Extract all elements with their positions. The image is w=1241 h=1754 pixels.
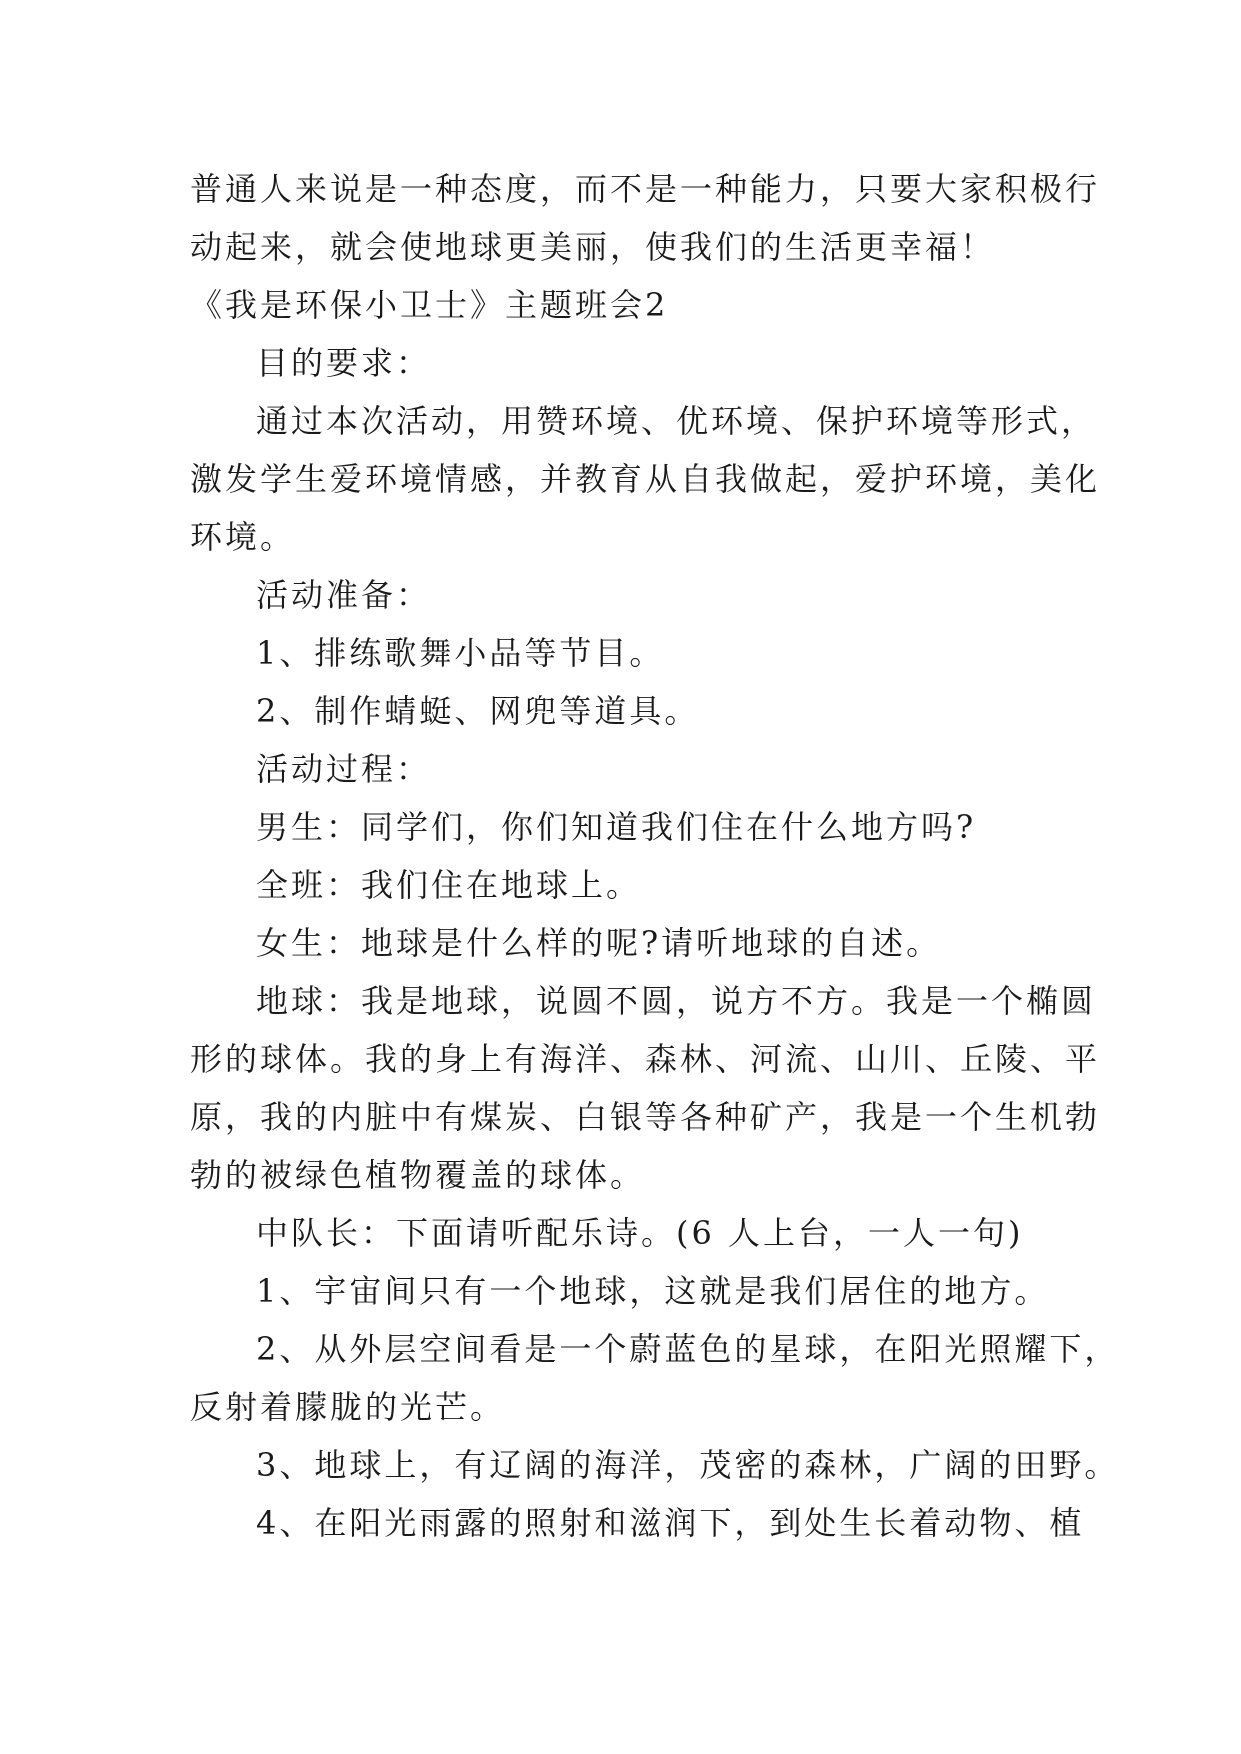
text-line: 活动准备： — [256, 576, 432, 614]
text-line: 环境。 — [190, 518, 296, 556]
text-line: 《我是环保小卫士》主题班会2 — [190, 286, 669, 324]
text-line: 地球：我是地球，说圆不圆，说方不方。我是一个椭圆 — [256, 982, 1097, 1020]
text-line: 中队长：下面请听配乐诗。(6 人上台，一人一句) — [256, 1214, 1024, 1252]
text-line: 全班：我们住在地球上。 — [256, 866, 642, 904]
text-line: 活动过程： — [256, 750, 432, 788]
text-line: 2、从外层空间看是一个蔚蓝色的星球，在阳光照耀下， — [256, 1330, 1120, 1368]
text-line: 3、地球上，有辽阔的海洋，茂密的森林，广阔的田野。 — [256, 1446, 1120, 1484]
text-line: 2、制作蜻蜓、网兜等道具。 — [256, 692, 700, 730]
text-line: 动起来，就会使地球更美丽，使我们的生活更幸福！ — [190, 228, 996, 266]
text-line: 男生：同学们，你们知道我们住在什么地方吗? — [256, 808, 977, 846]
text-line: 目的要求： — [256, 344, 432, 382]
text-line: 激发学生爱环境情感，并教育从自我做起，爱护环境，美化 — [190, 460, 1101, 498]
text-line: 4、在阳光雨露的照射和滋润下，到处生长着动物、植 — [256, 1504, 1085, 1542]
text-line: 1、排练歌舞小品等节目。 — [256, 634, 665, 672]
document-body — [190, 160, 1120, 1552]
text-line: 1、宇宙间只有一个地球，这就是我们居住的地方。 — [256, 1272, 1050, 1310]
text-line: 女生：地球是什么样的呢?请听地球的自述。 — [256, 924, 942, 962]
text-line: 原，我的内脏中有煤炭、白银等各种矿产，我是一个生机勃 — [190, 1098, 1101, 1136]
text-line: 反射着朦胧的光芒。 — [190, 1388, 506, 1426]
text-line: 普通人来说是一种态度，而不是一种能力，只要大家积极行 — [190, 170, 1101, 208]
text-line: 通过本次活动，用赞环境、优环境、保护环境等形式， — [256, 402, 1097, 440]
text-line: 勃的被绿色植物覆盖的球体。 — [190, 1156, 646, 1194]
text-line: 形的球体。我的身上有海洋、森林、河流、山川、丘陵、平 — [190, 1040, 1101, 1078]
